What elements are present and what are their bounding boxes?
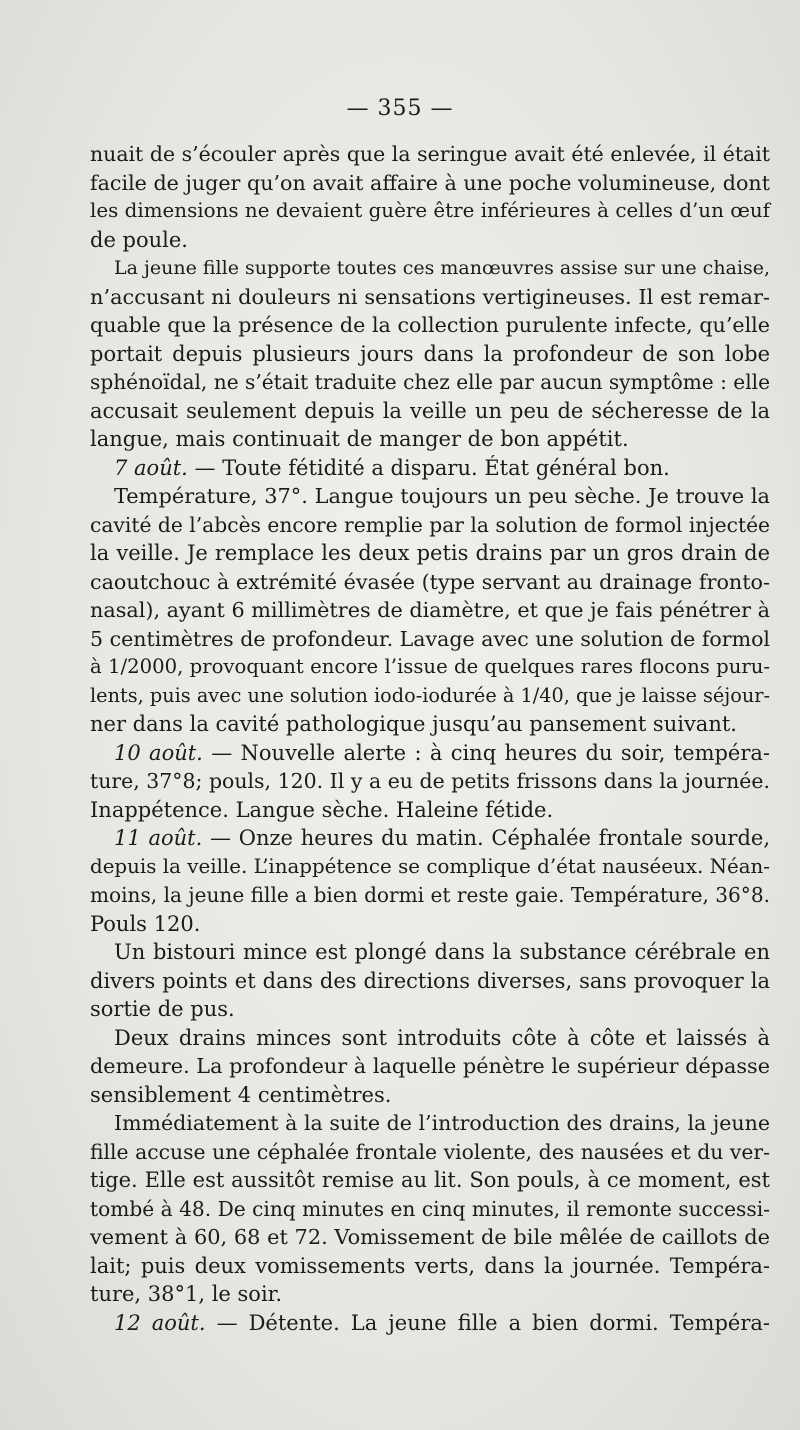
line-text: demeure. La profondeur à laquelle pénètre le supérieur dépasse	[90, 1054, 770, 1078]
line-text: caoutchouc à extrémité évasée (type servant au drainage fronto-	[90, 569, 770, 594]
line-text: divers points et dans des directions diverses, sans provoquer la	[90, 968, 770, 993]
text-line	[90, 1024, 770, 1053]
text-line	[90, 910, 770, 939]
text-line	[90, 425, 770, 454]
text-line	[90, 1166, 770, 1195]
line-text: de poule.	[90, 227, 188, 252]
text-line	[90, 596, 770, 625]
text-line	[90, 824, 770, 853]
text-line	[90, 397, 770, 426]
text-line	[90, 767, 770, 796]
line-text: sensiblement 4 centimètres.	[90, 1082, 392, 1107]
text-line	[90, 1309, 770, 1338]
text-line	[90, 511, 770, 540]
line-text: Immédiatement à la suite de l’introduction des drains, la jeune	[114, 1111, 770, 1135]
line-text: les dimensions ne devaient guère être inférieures à celles d’un œuf	[90, 199, 770, 222]
line-text: ture, 38°1, le soir.	[90, 1282, 283, 1306]
line-text: portait depuis plusieurs jours dans la profondeur de son lobe	[90, 341, 770, 366]
text-line	[90, 539, 770, 568]
text-line	[90, 1109, 770, 1138]
text-line	[90, 482, 770, 511]
line-text: nasal), ayant 6 millimètres de diamètre, et que je fais pénétrer à	[90, 598, 770, 622]
line-text: Température, 37°. Langue toujours un peu sèche. Je trouve la	[114, 484, 770, 508]
line-text: La jeune fille supporte toutes ces manœuvres assise sur une chaise,	[114, 257, 770, 279]
line-text: ture, 37°8; pouls, 120. Il y a eu de petits frissons dans la journée.	[90, 769, 770, 793]
text-line	[90, 226, 770, 255]
text-line	[90, 197, 770, 226]
text-line	[90, 1280, 770, 1309]
entry-date: 11 août.	[114, 826, 203, 850]
text-line	[90, 796, 770, 825]
text-line	[90, 1223, 770, 1252]
line-text: facile de juger qu’on avait affaire à une poche volumineuse, dont	[90, 170, 770, 195]
line-text: langue, mais continuait de manger de bon appétit.	[90, 427, 629, 451]
text-line	[90, 739, 770, 768]
text-line	[90, 283, 770, 312]
line-text: nuait de s’écouler après que la seringue avait été enlevée, il était	[90, 142, 770, 166]
line-text: sortie de pus.	[90, 997, 235, 1021]
text-line	[90, 568, 770, 597]
line-text: fille accuse une céphalée frontale violente, des nausées et du ver-	[90, 1139, 770, 1164]
line-text: Pouls 120.	[90, 911, 201, 936]
entry-date: 12 août.	[114, 1310, 206, 1335]
text-line	[90, 140, 770, 169]
line-text: depuis la veille. L’inappétence se complique d’état nauséeux. Néan-	[90, 854, 770, 878]
line-text: moins, la jeune fille a bien dormi et reste gaie. Température, 36°8.	[90, 883, 770, 907]
line-text: cavité de l’abcès encore remplie par la solution de formol injectée	[90, 512, 771, 537]
line-text: lents, puis avec une solution iodo-iodurée à 1/40, que je laisse séjour-	[90, 683, 770, 707]
page-number: — 355 —	[346, 96, 454, 121]
line-text: Deux drains minces sont introduits côte à côte et laissés à	[114, 1025, 770, 1050]
text-line	[90, 1195, 770, 1224]
text-line	[90, 1081, 770, 1110]
line-text: — Nouvelle alerte : à cinq heures du soir, tempéra-	[202, 740, 771, 765]
text-line	[90, 1138, 770, 1167]
line-text: accusait seulement depuis la veille un peu de sécheresse de la	[90, 398, 770, 423]
line-text: tombé à 48. De cinq minutes en cinq minutes, il remonte successi-	[90, 1196, 770, 1221]
line-text: tige. Elle est aussitôt remise au lit. Son pouls, à ce moment, est	[90, 1168, 770, 1192]
line-text: la veille. Je remplace les deux petis drains par un gros drain de	[90, 541, 770, 565]
text-line	[90, 653, 770, 682]
text-line	[90, 682, 770, 711]
text-line	[90, 311, 770, 340]
line-text: à 1/2000, provoquant encore l’issue de quelques rares flocons puru-	[90, 655, 770, 678]
line-text: — Détente. La jeune fille a bien dormi. Tempéra-	[205, 1310, 770, 1335]
text-line	[90, 1252, 770, 1281]
text-line	[90, 995, 770, 1024]
line-text: 5 centimètres de profondeur. Lavage avec une solution de formol	[90, 626, 770, 651]
text-line	[90, 710, 770, 739]
entry-date: 7 août.	[114, 455, 188, 480]
text-line	[90, 967, 770, 996]
body-text	[90, 140, 770, 1337]
text-line	[90, 881, 770, 910]
line-text: ner dans la cavité pathologique jusqu’au pansement suivant.	[90, 712, 737, 736]
entry-date: 10 août.	[114, 740, 203, 765]
text-line	[90, 938, 770, 967]
line-text: sphénoïdal, ne s’était traduite chez elle par aucun symptôme : elle	[90, 370, 770, 394]
text-line	[90, 625, 770, 654]
line-text: — Onze heures du matin. Céphalée frontale sourde,	[202, 826, 771, 850]
line-text: quable que la présence de la collection purulente infecte, qu’elle	[90, 313, 770, 337]
text-line	[90, 454, 770, 483]
text-line	[90, 368, 770, 397]
text-line	[90, 254, 770, 283]
line-text: Inappétence. Langue sèche. Haleine fétide.	[90, 797, 554, 822]
line-text: n’accusant ni douleurs ni sensations vertigineuses. Il est remar-	[90, 284, 770, 309]
text-line	[90, 340, 770, 369]
text-line	[90, 1052, 770, 1081]
text-line	[90, 853, 770, 882]
text-line	[90, 169, 770, 198]
line-text: lait; puis deux vomissements verts, dans la journée. Tempéra-	[90, 1253, 770, 1278]
line-text: — Toute fétidité a disparu. État général bon.	[187, 455, 670, 480]
line-text: Un bistouri mince est plongé dans la substance cérébrale en	[114, 940, 770, 964]
line-text: vement à 60, 68 et 72. Vomissement de bile mêlée de caillots de	[90, 1225, 770, 1249]
